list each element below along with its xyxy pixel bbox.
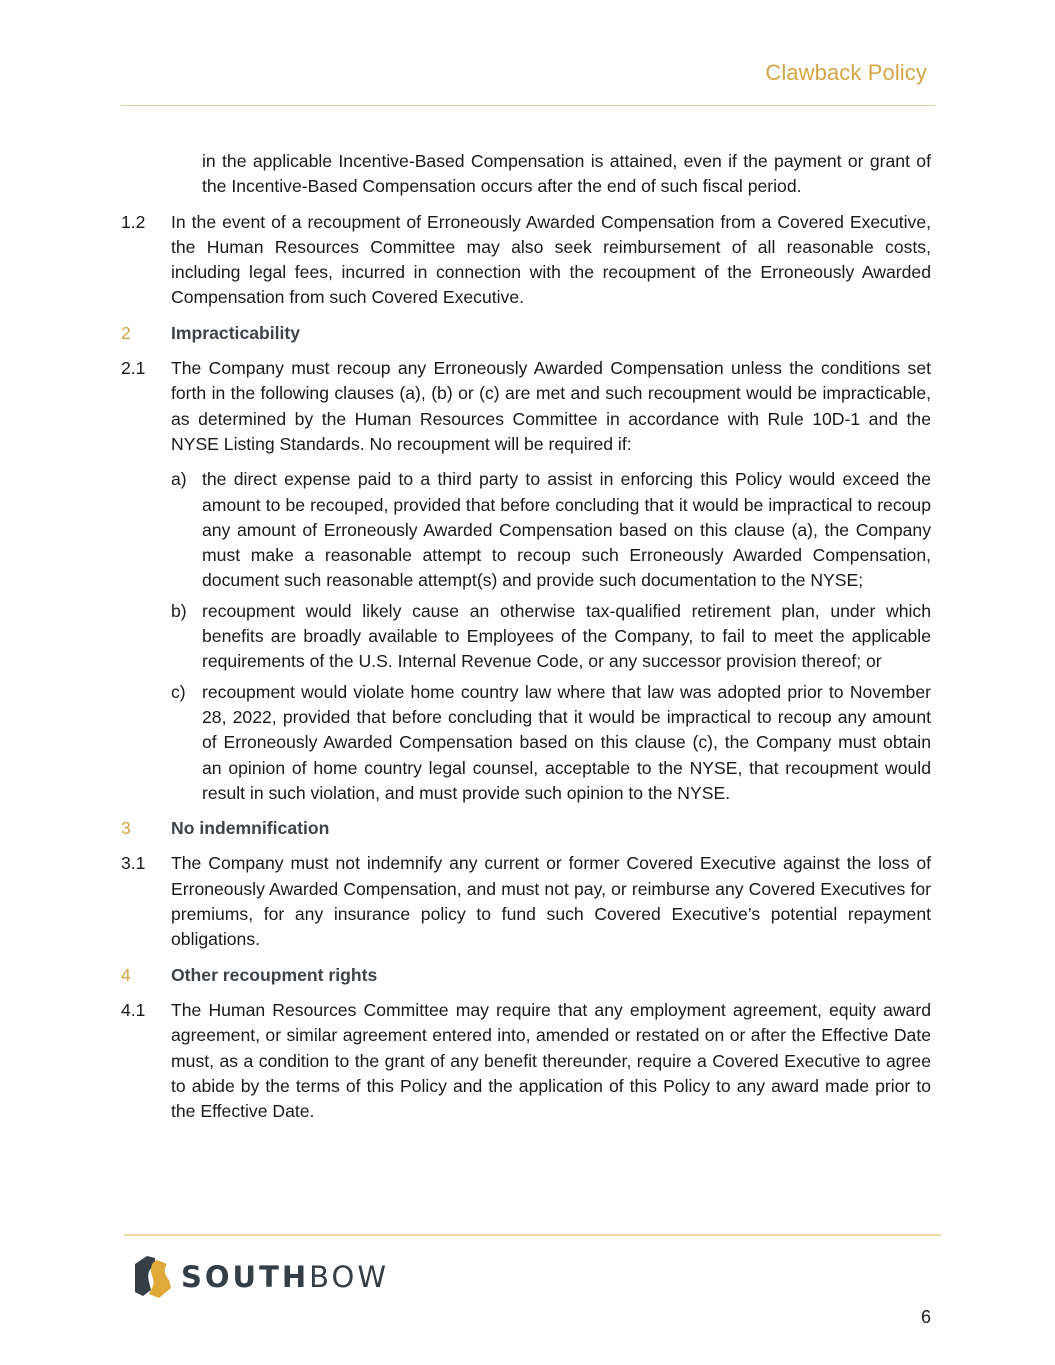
southbow-logo bbox=[133, 1254, 389, 1300]
section-2-heading bbox=[121, 321, 931, 346]
clause-2-1-item-a bbox=[121, 467, 931, 593]
document-header-title: Clawback Policy bbox=[765, 60, 927, 85]
southbow-logo-icon bbox=[133, 1254, 173, 1300]
item-text: the direct expense paid to a third party to assist in enforcing this Policy would exceed the amount to be recouped, provided that before concluding that it would be impractical to recoup any amount of Erroneously Awarded Compensation based on this clause (a), the Company must make a reasonable attempt to recoup such Erroneously Awarded Compensation, document such reasonable attempt(s) and provide such documentation to the NYSE; bbox=[202, 469, 931, 591]
clause-number: 4.1 bbox=[121, 999, 146, 1020]
clause-2-1-item-b bbox=[121, 599, 931, 675]
clause-text: In the event of a recoupment of Erroneously Awarded Compensation from a Covered Executive, the Human Resources Committee may also seek reimbursement of all reasonable costs, including legal fees, incurred in connection with the recoupment of the Erroneously Awarded Compensation from such Covered Executive. bbox=[171, 211, 931, 308]
document-body bbox=[121, 149, 931, 1134]
clause-text: The Company must recoup any Erroneously Awarded Compensation unless the conditions set forth in the following clauses (a), (b) or (c) are met and such recoupment would be impracticable, as determined by the Human Resources Committee in accordance with Rule 10D-1 and the NYSE Listing Standards. No recoupment will be required if: bbox=[171, 358, 931, 454]
clause-2-1 bbox=[121, 356, 931, 457]
section-4-heading bbox=[121, 963, 931, 988]
section-title: Other recoupment rights bbox=[171, 964, 378, 985]
clause-text: The Human Resources Committee may require that any employment agreement, equity award agreement, or similar agreement entered into, amended or restated on or after the Effective Date must, as a condition to the grant of any benefit thereunder, require a Covered Executive to agree to abide by the terms of this Policy and the application of this Policy to any award made prior to the Effective Date. bbox=[171, 999, 931, 1122]
item-text: recoupment would violate home country law where that law was adopted prior to November 28, 2022, provided that before concluding that it would be impractical to recoup any amount of Erroneously Awarded Compensation based on this clause (c), the Company must obtain an opinion of home country legal counsel, acceptable to the NYSE, that recoupment would result in such violation, and must provide such opinion to the NYSE. bbox=[202, 681, 931, 803]
footer-divider bbox=[124, 1234, 941, 1236]
clause-4-1 bbox=[121, 998, 931, 1124]
section-title: Impracticability bbox=[171, 322, 301, 343]
item-text: recoupment would likely cause an otherwise tax-qualified retirement plan, under which benefits are broadly available to Employees of the Company, to fail to meet the applicable requirements of the U.S. Internal Revenue Code, or any successor provision thereof; or bbox=[202, 600, 931, 672]
section-number: 2 bbox=[121, 322, 131, 343]
clause-3-1 bbox=[121, 851, 931, 952]
section-number: 3 bbox=[121, 818, 131, 839]
clause-2-1-item-c bbox=[121, 680, 931, 806]
item-label: a) bbox=[171, 469, 187, 490]
section-title: No indemnification bbox=[171, 818, 330, 839]
clause-number: 2.1 bbox=[121, 358, 146, 379]
item-label: c) bbox=[171, 681, 186, 702]
clause-number: 1.2 bbox=[121, 211, 146, 232]
header-divider bbox=[121, 105, 935, 106]
clause-number: 3.1 bbox=[121, 853, 146, 874]
clause-text: The Company must not indemnify any current or former Covered Executive against the loss of Erroneously Awarded Compensation, and must not pay, or reimburse any Covered Executives for premiums, for any insurance policy to fund such Covered Executive’s potential repayment obligations. bbox=[171, 853, 931, 950]
section-number: 4 bbox=[121, 964, 131, 985]
logo-wordmark: SOUTHBOW bbox=[181, 1260, 390, 1294]
page-number: 6 bbox=[920, 1307, 931, 1327]
item-label: b) bbox=[171, 600, 187, 621]
continuation-paragraph: in the applicable Incentive-Based Compensation is attained, even if the payment or grant of the Incentive-Based Compensation occurs after the end of such fiscal period. bbox=[202, 151, 931, 197]
section-3-heading bbox=[121, 816, 931, 841]
clause-1-2 bbox=[121, 210, 931, 311]
